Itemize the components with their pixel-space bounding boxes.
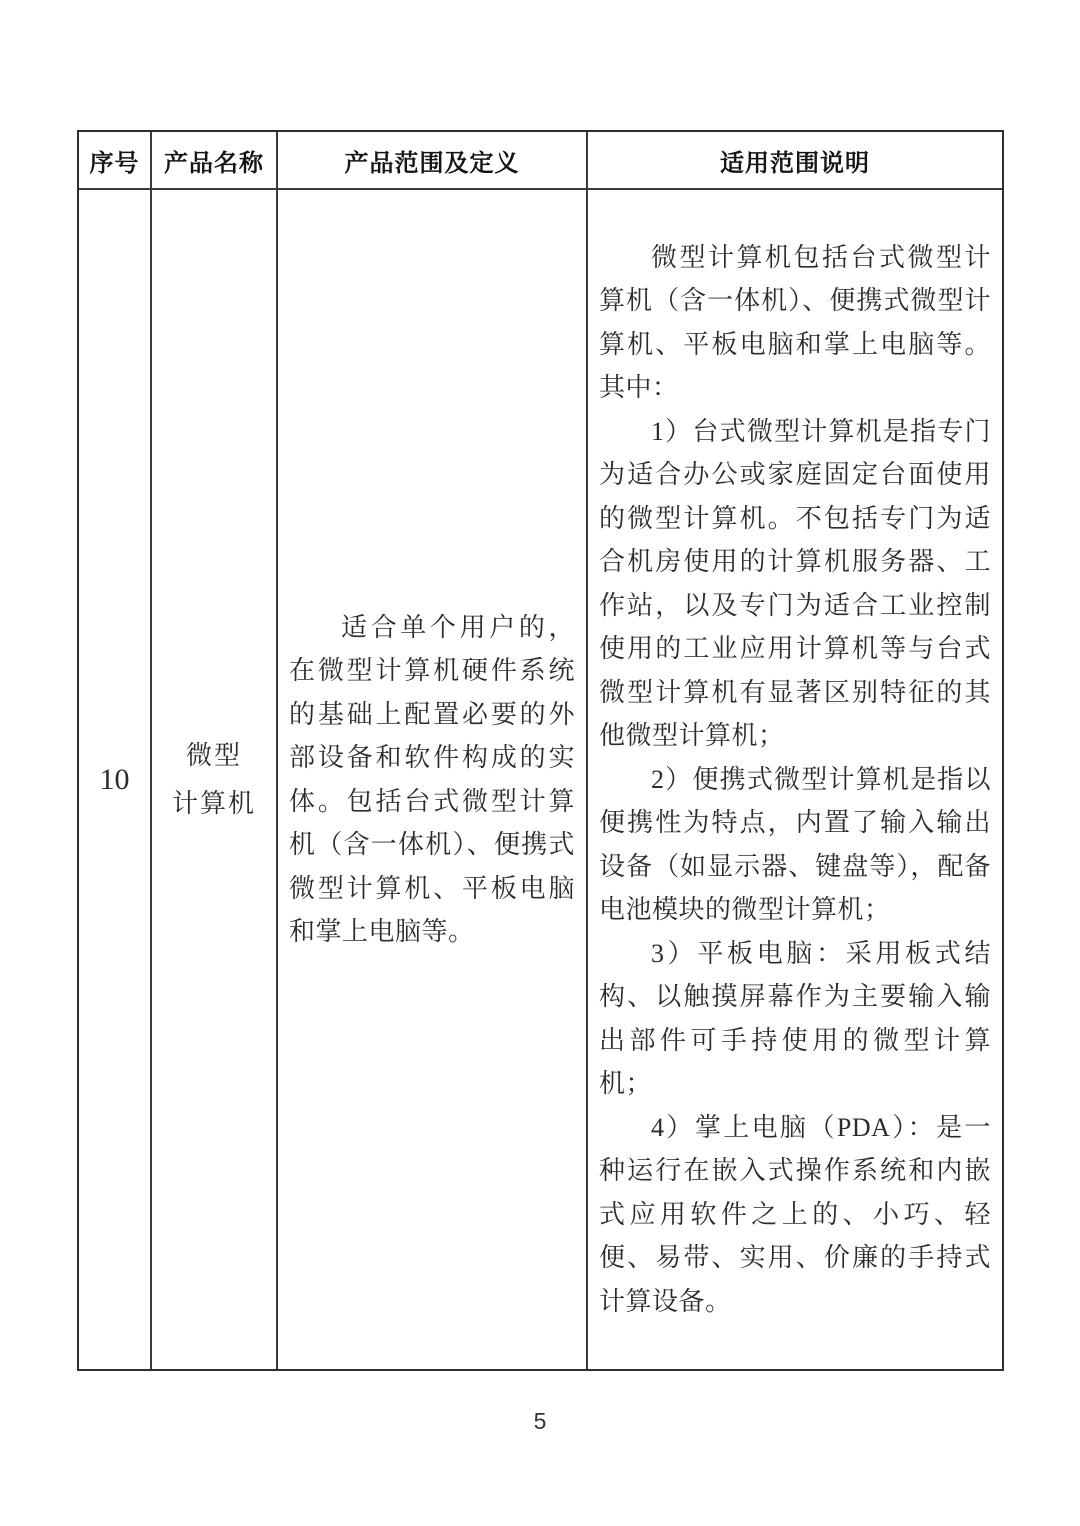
cell-product-name [152,190,278,1369]
scope-paragraph-pda: 4）掌上电脑（PDA）：是一种运行在嵌入式操作系统和内嵌式应用软件之上的、小巧、轻便、易带、实用、价廉的手持式计算设备。 [599,1112,991,1316]
scope-paragraph-tablet: 3）平板电脑：采用板式结构、以触摸屏幕作为主要输入输出部件可手持使用的微型计算机； [599,938,991,1099]
product-name-line-1: 微型 [185,740,242,770]
table-header-definition: 产品范围及定义 [278,132,588,190]
cell-scope-description [588,190,1002,1369]
scope-paragraph-portable: 2）便携式微型计算机是指以便携性为特点，内置了输入输出设备（如显示器、键盘等），配备电池模块的微型计算机； [599,764,991,925]
table-header-serial: 序号 [79,132,152,190]
cell-product-definition [278,190,588,1369]
scope-paragraph-intro: 微型计算机包括台式微型计算机（含一体机）、便携式微型计算机、平板电脑和掌上电脑等。其中： [599,242,991,403]
table-header-scope: 适用范围说明 [588,132,1002,190]
page-number: 5 [533,1408,547,1434]
product-scope-table [77,130,1004,1371]
definition-paragraph: 适合单个用户的，在微型计算机硬件系统的基础上配置必要的外部设备和软件构成的实体。包括台式微型计算机（含一体机）、便携式微型计算机、平板电脑和掌上电脑等。 [289,612,575,946]
product-name-line-2: 计算机 [171,788,256,818]
serial-number-value: 10 [99,762,130,796]
table-header-product-name: 产品名称 [152,132,278,190]
scope-paragraph-desktop: 1）台式微型计算机是指专门为适合办公或家庭固定台面使用的微型计算机。不包括专门为适合机房使用的计算机服务器、工作站，以及专门为适合工业控制使用的工业应用计算机等与台式微型计算机有显著区别特征的其他微型计算机； [599,416,991,751]
cell-serial-number [79,190,152,1369]
